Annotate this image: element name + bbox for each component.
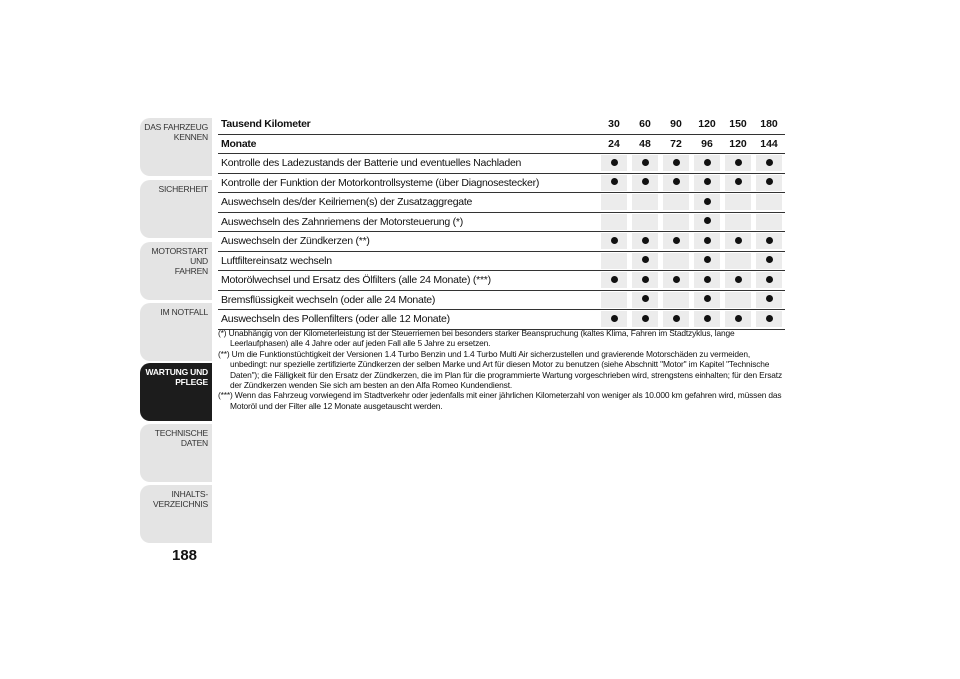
schedule-cell bbox=[601, 272, 627, 288]
schedule-cell bbox=[632, 311, 658, 327]
schedule-cell bbox=[632, 194, 658, 210]
schedule-cell bbox=[694, 155, 720, 171]
service-due-dot-icon bbox=[642, 276, 649, 283]
km-header-row bbox=[218, 115, 785, 135]
schedule-cell bbox=[663, 233, 689, 249]
schedule-cell bbox=[756, 214, 782, 230]
month-value: 72 bbox=[670, 137, 682, 150]
schedule-cell bbox=[725, 175, 751, 191]
km-value: 90 bbox=[670, 118, 682, 130]
schedule-cell bbox=[756, 311, 782, 327]
schedule-cell bbox=[756, 155, 782, 171]
schedule-cell bbox=[663, 311, 689, 327]
km-value: 150 bbox=[729, 118, 747, 130]
schedule-cell bbox=[601, 253, 627, 269]
tab-im-notfall[interactable]: IM NOTFALL bbox=[140, 303, 212, 361]
task-label: Auswechseln des/der Keilriemen(s) der Zusatzaggregate bbox=[221, 196, 473, 208]
schedule-cell bbox=[694, 272, 720, 288]
km-value: 30 bbox=[608, 118, 620, 130]
service-due-dot-icon bbox=[735, 315, 742, 322]
service-due-dot-icon bbox=[766, 315, 773, 322]
schedule-cell bbox=[632, 233, 658, 249]
schedule-cell bbox=[694, 311, 720, 327]
schedule-cell bbox=[601, 194, 627, 210]
service-due-dot-icon bbox=[704, 237, 711, 244]
page-number: 188 bbox=[172, 547, 198, 564]
task-label: Bremsflüssigkeit wechseln (oder alle 24 Monate) bbox=[221, 293, 436, 306]
service-due-dot-icon bbox=[673, 178, 680, 185]
service-due-dot-icon bbox=[704, 198, 711, 205]
schedule-cell bbox=[756, 292, 782, 308]
service-due-dot-icon bbox=[642, 178, 649, 185]
schedule-cell bbox=[725, 253, 751, 269]
service-due-dot-icon bbox=[611, 315, 618, 322]
schedule-cell bbox=[694, 292, 720, 308]
service-due-dot-icon bbox=[766, 159, 773, 166]
task-label: Auswechseln des Zahnriemens der Motorsteuerung (*) bbox=[221, 215, 463, 228]
schedule-cell bbox=[694, 175, 720, 191]
schedule-cell bbox=[725, 311, 751, 327]
task-label: Auswechseln des Pollenfilters (oder alle 12 Monate) bbox=[221, 313, 450, 325]
service-due-dot-icon bbox=[766, 295, 773, 302]
service-due-dot-icon bbox=[673, 237, 680, 244]
tab-technische-daten[interactable]: TECHNISCHE DATEN bbox=[140, 424, 212, 482]
schedule-cell bbox=[663, 194, 689, 210]
schedule-cell bbox=[694, 194, 720, 210]
footnote-engine-oil: (***) Wenn das Fahrzeug vorwiegend im Stadtverkehr oder jedenfalls mit einer jährlichen Kilometerzahl von weniger als 10.000 km gefahren wird, müssen das Motoröl und der Filter alle 12 Monate ausgetauscht werden. bbox=[218, 390, 782, 411]
service-due-dot-icon bbox=[766, 237, 773, 244]
service-due-dot-icon bbox=[673, 315, 680, 322]
schedule-cell bbox=[632, 155, 658, 171]
table-row bbox=[218, 193, 785, 213]
service-due-dot-icon bbox=[673, 276, 680, 283]
schedule-cell bbox=[725, 292, 751, 308]
tab-inhaltsverzeichnis[interactable]: INHALTS- VERZEICHNIS bbox=[140, 485, 212, 543]
month-value: 24 bbox=[608, 137, 620, 150]
footnote-timing-belt: (*) Unabhängig von der Kilometerleistung ist der Steuerriemen bei besonders starker Beanspruchung (kaltes Klima, Fahren im Stadtzyklus, lange Leerlaufphasen) alle 4 Jahre oder auf jeden Fall alle 5 Jahre zu ersetzen. bbox=[218, 328, 735, 349]
task-label: Kontrolle der Funktion der Motorkontrollsysteme (über Diagnosestecker) bbox=[221, 176, 540, 189]
schedule-cell bbox=[601, 214, 627, 230]
table-row bbox=[218, 271, 785, 291]
schedule-cell bbox=[694, 253, 720, 269]
service-due-dot-icon bbox=[673, 159, 680, 166]
service-due-dot-icon bbox=[704, 217, 711, 224]
schedule-cell bbox=[756, 194, 782, 210]
table-row bbox=[218, 174, 785, 194]
table-row bbox=[218, 154, 785, 174]
km-value: 60 bbox=[639, 118, 651, 130]
schedule-cell bbox=[756, 272, 782, 288]
schedule-cell bbox=[632, 272, 658, 288]
task-label: Luftfiltereinsatz wechseln bbox=[221, 254, 332, 267]
month-value: 96 bbox=[701, 137, 713, 150]
schedule-cell bbox=[601, 311, 627, 327]
months-header-label: Monate bbox=[221, 137, 257, 150]
service-due-dot-icon bbox=[611, 237, 618, 244]
service-due-dot-icon bbox=[611, 159, 618, 166]
schedule-cell bbox=[663, 253, 689, 269]
schedule-cell bbox=[632, 175, 658, 191]
task-label: Auswechseln der Zündkerzen (**) bbox=[221, 235, 370, 247]
schedule-cell bbox=[663, 155, 689, 171]
schedule-cell bbox=[601, 155, 627, 171]
schedule-cell bbox=[725, 155, 751, 171]
schedule-cell bbox=[725, 214, 751, 230]
schedule-cell bbox=[601, 175, 627, 191]
month-value: 120 bbox=[729, 137, 747, 150]
table-row bbox=[218, 310, 785, 330]
months-header-row bbox=[218, 135, 785, 155]
service-due-dot-icon bbox=[642, 159, 649, 166]
tab-wartung-und-pflege[interactable]: WARTUNG UND PFLEGE bbox=[140, 363, 212, 421]
schedule-cell bbox=[663, 272, 689, 288]
schedule-cell bbox=[725, 194, 751, 210]
schedule-cell bbox=[725, 272, 751, 288]
table-row bbox=[218, 252, 785, 272]
schedule-cell bbox=[694, 233, 720, 249]
schedule-cell bbox=[663, 292, 689, 308]
table-row bbox=[218, 232, 785, 252]
km-header-label: Tausend Kilometer bbox=[221, 118, 311, 130]
task-label: Motorölwechsel und Ersatz des Ölfilters (alle 24 Monate) (***) bbox=[221, 274, 491, 286]
month-value: 48 bbox=[639, 137, 651, 150]
service-due-dot-icon bbox=[642, 295, 649, 302]
service-due-dot-icon bbox=[735, 276, 742, 283]
schedule-cell bbox=[632, 253, 658, 269]
schedule-cell bbox=[601, 292, 627, 308]
service-due-dot-icon bbox=[766, 178, 773, 185]
service-due-dot-icon bbox=[642, 256, 649, 263]
schedule-cell bbox=[632, 292, 658, 308]
schedule-cell bbox=[756, 175, 782, 191]
schedule-cell bbox=[725, 233, 751, 249]
tab-sicherheit[interactable]: SICHERHEIT bbox=[140, 180, 212, 238]
service-due-dot-icon bbox=[735, 159, 742, 166]
tab-motorstart-und-fahren[interactable]: MOTORSTART UND FAHREN bbox=[140, 242, 212, 300]
maintenance-schedule-table bbox=[218, 115, 785, 330]
service-due-dot-icon bbox=[704, 276, 711, 283]
table-row bbox=[218, 213, 785, 233]
service-due-dot-icon bbox=[611, 178, 618, 185]
service-due-dot-icon bbox=[704, 295, 711, 302]
footnotes bbox=[218, 328, 788, 411]
schedule-cell bbox=[756, 233, 782, 249]
service-due-dot-icon bbox=[642, 237, 649, 244]
month-value: 144 bbox=[760, 137, 778, 150]
service-due-dot-icon bbox=[766, 276, 773, 283]
km-value: 120 bbox=[698, 118, 716, 130]
service-due-dot-icon bbox=[735, 178, 742, 185]
service-due-dot-icon bbox=[611, 276, 618, 283]
service-due-dot-icon bbox=[766, 256, 773, 263]
service-due-dot-icon bbox=[704, 159, 711, 166]
schedule-cell bbox=[694, 214, 720, 230]
tab-das-fahrzeug-kennen[interactable]: DAS FAHRZEUG KENNEN bbox=[140, 118, 212, 176]
schedule-cell bbox=[601, 233, 627, 249]
task-label: Kontrolle des Ladezustands der Batterie und eventuelles Nachladen bbox=[221, 157, 522, 169]
schedule-cell bbox=[663, 214, 689, 230]
service-due-dot-icon bbox=[735, 237, 742, 244]
schedule-cell bbox=[632, 214, 658, 230]
km-value: 180 bbox=[760, 118, 778, 130]
service-due-dot-icon bbox=[642, 315, 649, 322]
service-due-dot-icon bbox=[704, 315, 711, 322]
footnote-spark-plugs: (**) Um die Funktionstüchtigkeit der Versionen 1.4 Turbo Benzin und 1.4 Turbo Multi Air sicherzustellen und gravierende Motorschäden zu vermeiden, unbedingt: nur spezielle zertifizierte Zündkerzen der selben Marke und Art für diesen Motor zu benutzen (siehe Abschnitt "Motor" im Kapitel "Technische Daten"); die Fälligkeit für den Ersatz der Zündkerzen, die im Plan für die programmierte Wartung vorgeschrieben wird, strengstens einhalten; für den Ersatz der Zündkerzen wenden Sie sich am besten an den Alfa Romeo Kundendienst. bbox=[218, 348, 782, 391]
service-due-dot-icon bbox=[704, 256, 711, 263]
table-row bbox=[218, 291, 785, 311]
schedule-cell bbox=[756, 253, 782, 269]
schedule-cell bbox=[663, 175, 689, 191]
service-due-dot-icon bbox=[704, 178, 711, 185]
